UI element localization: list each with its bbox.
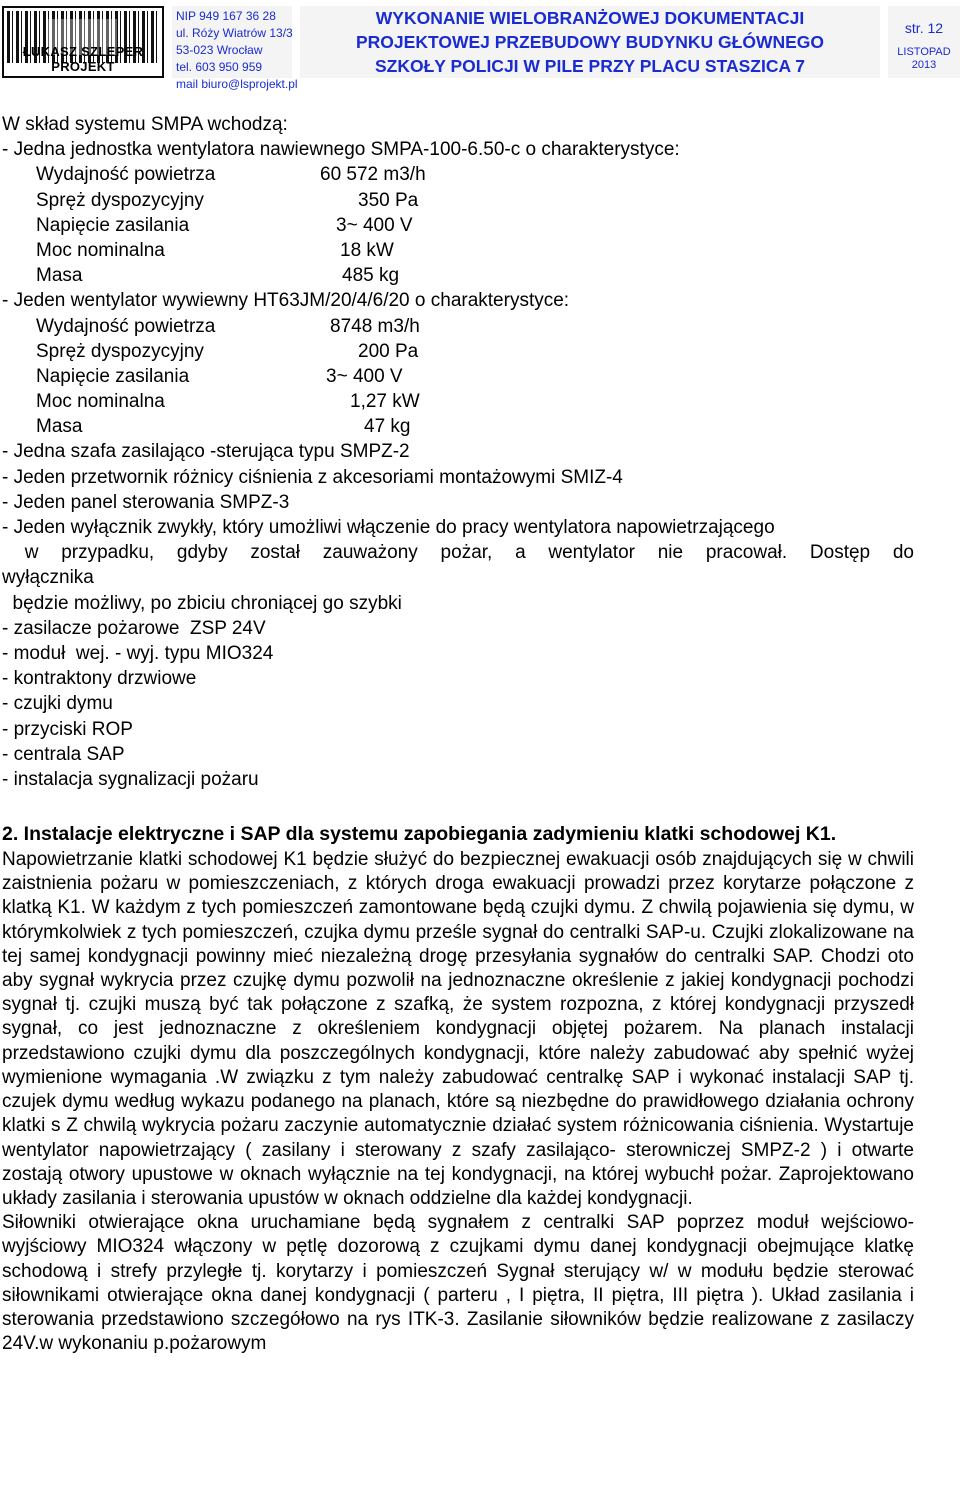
spec-value: 200 Pa	[358, 340, 419, 362]
page-info	[888, 6, 960, 78]
spec-row	[2, 213, 914, 238]
contact-nip: NIP 949 167 36 28	[176, 9, 276, 23]
list-item: - Jeden wyłącznik zwykły, który umożliwi włączenie do pracy wentylatora napowietrzającego	[2, 517, 775, 538]
intro-text: W skład systemu SMPA wchodzą:	[2, 114, 288, 135]
list-item: - moduł wej. - wyj. typu MIO324	[2, 642, 274, 664]
spec-row	[2, 339, 914, 364]
page-number: str. 12	[904, 20, 944, 36]
spec-row	[2, 162, 914, 187]
company-logo	[2, 6, 164, 78]
logo-text: ŁUKASZ SZLEPER PROJEKT	[22, 44, 144, 74]
list-item: - Jedna jednostka wentylatora nawiewnego SMPA-100-6.50-c o charakterystyce:	[2, 139, 680, 161]
list-item: - kontraktony drzwiowe	[2, 668, 197, 690]
contact-email: mail biuro@lsprojekt.pl	[176, 77, 298, 91]
contact-phone: tel. 603 950 959	[176, 60, 263, 74]
document-body	[2, 112, 914, 1356]
contact-city: 53-023 Wrocław	[176, 43, 263, 57]
spec-label: Wydajność powietrza	[36, 315, 216, 337]
spec-value: 485 kg	[342, 265, 400, 287]
date-month: LISTOPAD	[897, 46, 951, 58]
spec-label: Napięcie zasilania	[36, 214, 190, 236]
contact-block	[172, 6, 298, 91]
spec-label: Spręż dyspozycyjny	[36, 340, 204, 362]
spec-value: 47 kg	[364, 416, 411, 438]
contact-street: ul. Róży Wiatrów 13/3	[176, 26, 293, 40]
spec-table-exhaust-fan	[2, 314, 914, 440]
list-item: - instalacja sygnalizacji pożaru	[2, 768, 259, 790]
list-item: - Jeden wentylator wywiewny HT63JM/20/4/6/20 o charakterystyce:	[2, 290, 570, 312]
spec-value: 8748 m3/h	[330, 315, 420, 337]
list-item: - Jedna szafa zasilająco -sterująca typu SMPZ-2	[2, 441, 410, 463]
list-item: - przyciski ROP	[2, 718, 133, 740]
spec-value: 1,27 kW	[350, 391, 420, 413]
list-item-continuation: będzie możliwy, po zbiciu chroniącej go szybki	[2, 592, 402, 614]
component-list	[2, 439, 914, 792]
body-paragraph: Siłowniki otwierające okna uruchamiane będą sygnałem z centralki SAP poprzez moduł wejściowo- wyjściowy MIO324 włączony w pętlę dozorową z czujkami dymu danej kondygnacji obejmujące klatkę schodową i strefy przyległe tj. korytarzy i pomieszczeń Sygnał sterujący w/ w modułu będzie sterować siłownikami otwierające okna danej kondygnacji ( parteru , I piętra, II piętra, III piętra ). Układ zasilania i sterowania przedstawiono szczegółowo na rys ITK-3. Zasilanie siłowników będzie realizowane z zasilaczy 24V.w wykonaniu p.pożarowym	[2, 1212, 914, 1355]
spec-label: Masa	[36, 265, 83, 287]
spec-row	[2, 389, 914, 414]
spec-label: Wydajność powietrza	[36, 164, 216, 186]
spec-value: 3~ 400 V	[336, 214, 413, 236]
list-item: - centrala SAP	[2, 743, 125, 765]
body-paragraph: Napowietrzanie klatki schodowej K1 będzie służyć do bezpiecznej ewakuacji osób znajdujących się w chwili zaistnienia pożaru w pomieszczeniach, z których droga ewakuacji prowadzi przez korytarze połączone z klatką K1. W każdym z tych pomieszczeń zamontowane będą czujki dymu. Z chwilą pojawienia się dymu, w którymkolwiek z tych pomieszczeń, czujka dymu prześle sygnał do centralki SAP-u. Czujki zlokalizowane na tej samej kondygnacji powinny mieć niezależną drogę przesyłania sygnałów do centralki SAP. Chodzi oto aby sygnał wykrycia przez czujkę dymu pozwolił na jednoznaczne określenie z jakiej kondygnacji pochodzi sygnał tj. czujki muszą być tak połączone z szafką, że system rozpozna, z której kondygnacji przyszedł sygnał, co jest jednoznaczne z określeniem kondygnacji objętej pożarem. Na planach instalacji przedstawiono czujki dymu dla poszczególnych kondygnacji, które należy zabudować aby spełnić wyżej wymienione wymagania .W związku z tym należy zabudować centralkę SAP i wykonać instalacji SAP tj. czujek dymu według wykazu podanego na planach, które są niezbędne do prawidłowego działania ochrony klatki s Z chwilą wykrycia pożaru zaczynie automatycznie działać system różnicowania ciśnienia. Wystartuje wentylator napowietrzający ( zasilany i sterowany z szafy zasilająco- sterowniczej SMPZ-2 ) i otwarte zostają otwory upustowe w oknach wyłącznie na tej kondygnacji, na której wybuchł pożar. Zaprojektowano układy zasilania i sterowania upustów w oknach oddzielne dla każdej kondygnacji.	[2, 849, 914, 1209]
spec-label: Moc nominalna	[36, 239, 165, 261]
list-item: - zasilacze pożarowe ZSP 24V	[2, 617, 266, 639]
spec-row	[2, 364, 914, 389]
list-item-continuation: wyłącznika	[2, 567, 94, 589]
title-line-1: WYKONANIE WIELOBRANŻOWEJ DOKUMENTACJI	[375, 8, 805, 28]
spec-value: 60 572 m3/h	[320, 164, 426, 186]
spec-value: 350 Pa	[358, 189, 419, 211]
list-item: - czujki dymu	[2, 693, 113, 715]
spec-row	[2, 314, 914, 339]
date-year: 2013	[911, 59, 937, 71]
spec-label: Napięcie zasilania	[36, 365, 190, 387]
spec-table-supply-fan	[2, 162, 914, 288]
document-title	[300, 6, 880, 78]
title-line-3: SZKOŁY POLICJI W PILE PRZY PLACU STASZICA 7	[374, 56, 806, 76]
spec-value: 18 kW	[340, 239, 394, 261]
document-header	[0, 0, 960, 91]
list-item: - Jeden przetwornik różnicy ciśnienia z akcesoriami montażowymi SMIZ-4	[2, 466, 623, 488]
spec-row	[2, 414, 914, 439]
spec-label: Moc nominalna	[36, 391, 165, 413]
spec-label: Spręż dyspozycyjny	[36, 189, 204, 211]
list-item-continuation: w przypadku, gdyby został zauważony pożar, a wentylator nie pracował. Dostęp do	[2, 542, 914, 564]
spec-row	[2, 188, 914, 213]
spec-row	[2, 263, 914, 288]
title-line-2: PROJEKTOWEJ PRZEBUDOWY BUDYNKU GŁÓWNEGO	[356, 32, 824, 52]
section-heading: 2. Instalacje elektryczne i SAP dla systemu zapobiegania zadymieniu klatki schodowej K1.	[2, 823, 837, 846]
spec-value: 3~ 400 V	[326, 365, 403, 387]
list-item: - Jeden panel sterowania SMPZ-3	[2, 491, 290, 513]
spec-label: Masa	[36, 416, 83, 438]
spec-row	[2, 238, 914, 263]
